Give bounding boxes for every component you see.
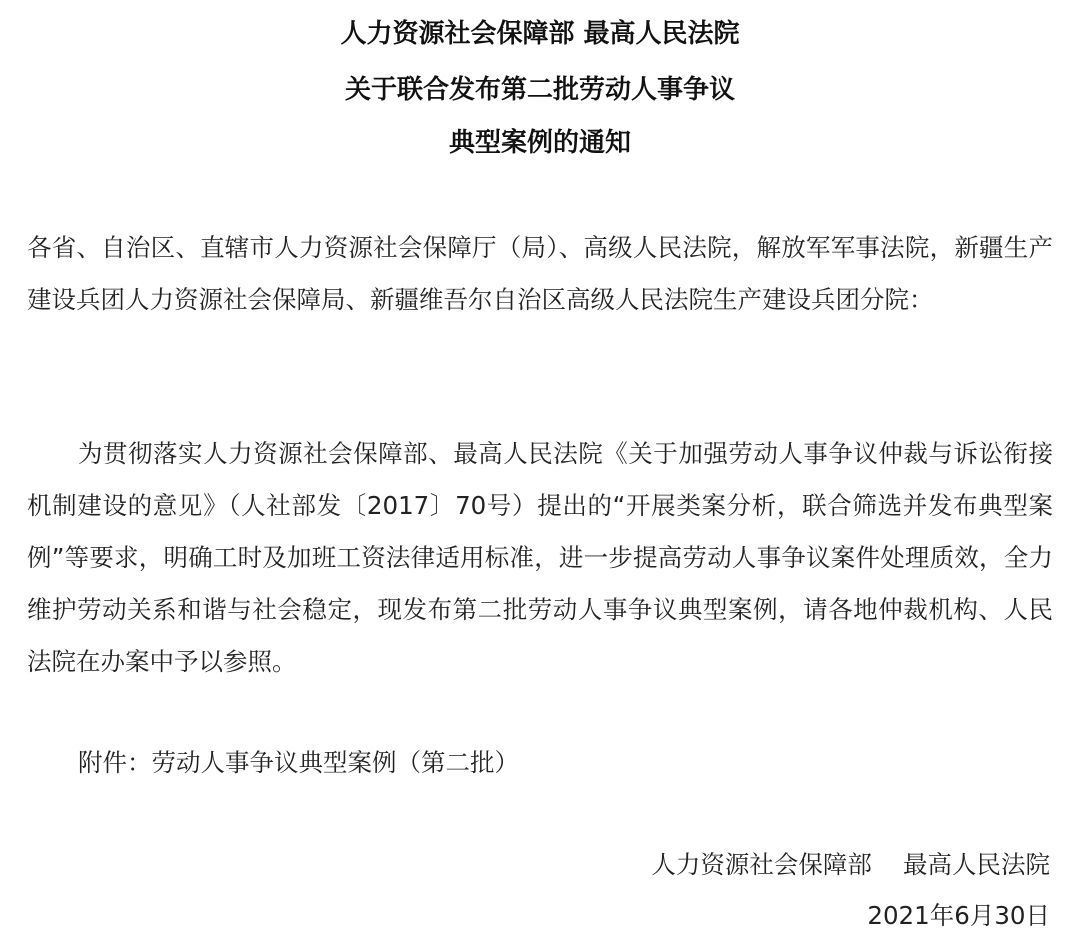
title-issuers: 人力资源社会保障部 最高人民法院 <box>340 19 740 49</box>
title-subject: 关于联合发布第二批劳动人事争议 <box>344 75 735 105</box>
addressee-paragraph: 各省、自治区、直辖市人力资源社会保障厅（局）、高级人民法院，解放军军事法院，新疆生产建设兵团人力资源社会保障局、新疆维吾尔自治区高级人民法院生产建设兵团分院： <box>27 233 1053 314</box>
signature-issuers: 人力资源社会保障部 最高人民法院 <box>651 850 1050 879</box>
title-subject-end: 典型案例的通知 <box>448 128 631 158</box>
body-paragraph: 为贯彻落实人力资源社会保障部、最高人民法院《关于加强劳动人事争议仲裁与诉讼衔接机制建设的意见》（人社部发〔2017〕70号）提出的“开展类案分析，联合筛选并发布典型案例”等要求，明确工时及加班工资法律适用标准，进一步提高劳动人事争议案件处理质效，全力维护劳动关系和谐与社会稳定，现发布第二批劳动人事争议典型案例，请各地仲裁机构、人民法院在办案中予以参照。 <box>27 439 1053 676</box>
attachment-line: 附件：劳动人事争议典型案例（第二批） <box>78 748 519 777</box>
signature-date: 2021年6月30日 <box>867 901 1050 930</box>
